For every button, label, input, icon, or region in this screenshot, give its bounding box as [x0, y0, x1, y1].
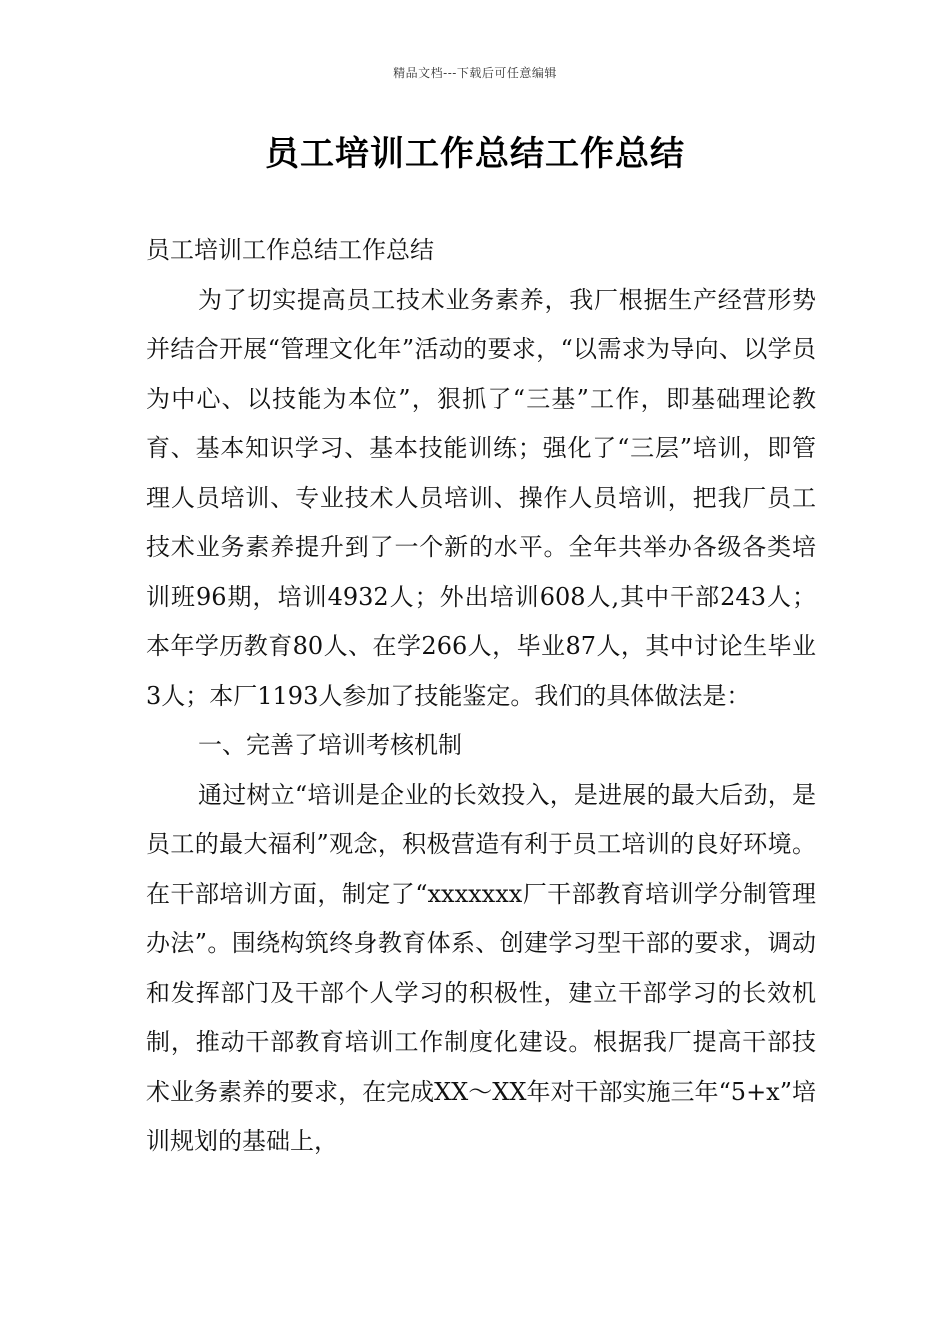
paragraph-intro: 为了切实提高员工技术业务素养，我厂根据生产经营形势并结合开展“管理文化年”活动的要求，“以需求为导向、以学员为中心、以技能为本位”，狠抓了“三基”工作，即基础理论教育、基本知识学习、基本技能训练；强化了“三层”培训，即管理人员培训、专业技术人员培训、操作人员培训，把我厂员工技术业务素养提升到了一个新的水平。全年共举办各级各类培训班96期，培训4932人；外出培训608人,其中干部243人；本年学历教育80人、在学266人，毕业87人，其中讨论生毕业3人；本厂1193人参加了技能鉴定。我们的具体做法是：: [146, 285, 816, 710]
paragraph-section-body: 通过树立“培训是企业的长效投入，是进展的最大后劲，是员工的最大福利”观念，积极营造有利于员工培训的良好环境。在干部培训方面，制定了“xxxxxxx厂干部教育培训学分制管理办法”。围绕构筑终身教育体系、创建学习型干部的要求，调动和发挥部门及干部个人学习的积极性，建立干部学习的长效机制，推动干部教育培训工作制度化建设。根据我厂提高干部技术业务素养的要求，在完成XX～XX年对干部实施三年“5+x”培训规划的基础上，: [146, 780, 816, 1155]
section-heading: 一、完善了培训考核机制: [198, 731, 462, 759]
paragraph-subtitle: 员工培训工作总结工作总结: [146, 236, 434, 264]
document-body: [146, 226, 816, 1167]
document-title: 员工培训工作总结工作总结: [265, 134, 685, 174]
header-note: 精品文档---下载后可任意编辑: [393, 66, 557, 80]
